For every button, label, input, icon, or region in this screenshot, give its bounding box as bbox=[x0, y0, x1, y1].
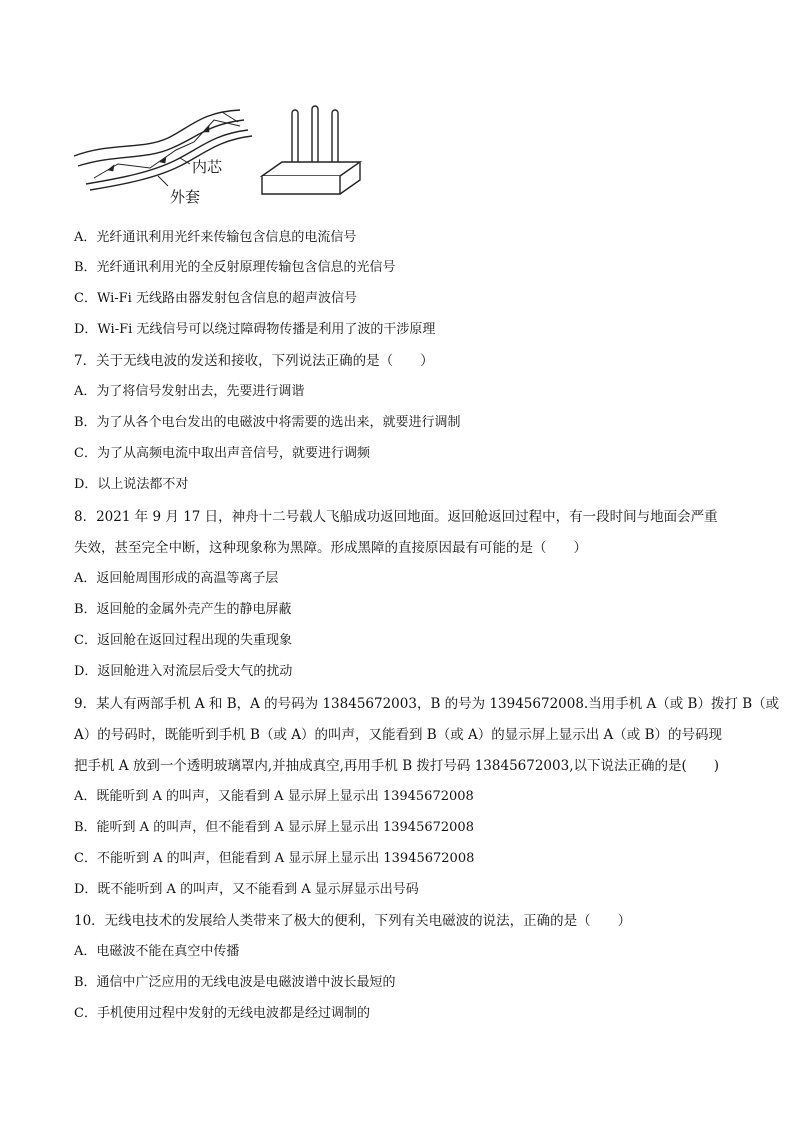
optical-fiber-drawing bbox=[74, 110, 252, 190]
cladding-label: 外套 bbox=[170, 188, 201, 206]
text-line-q7-a: A．为了将信号发射出去，先要进行调谐 bbox=[74, 384, 305, 399]
text-line-q8-l1: 8．2021 年 9 月 17 日，神舟十二号载人飞船成功返回地面。返回舱返回过程中，有一段时间与地面会严重 bbox=[74, 509, 718, 525]
text-line-q9-c: C．不能听到 A 的叫声，但能看到 A 显示屏上显示出 13945672008 bbox=[74, 851, 475, 866]
text-line-q9-l3: 把手机 A 放到一个透明玻璃罩内,并抽成真空,再用手机 B 拨打号码 13845672003,以下说法正确的是( ) bbox=[74, 758, 720, 774]
text-line-q7-b: B．为了从各个电台发出的电磁波中将需要的选出来，就要进行调制 bbox=[74, 415, 461, 430]
text-line-q7-c: C．为了从高频电流中取出声音信号，就要进行调频 bbox=[74, 446, 370, 461]
text-line-q9-l1: 9．某人有两部手机 A 和 B，A 的号码为 13845672003，B 的号为 13945672008.当用手机 A（或 B）拨打 B（或 bbox=[74, 696, 780, 712]
text-line-q6-c: C．Wi-Fi 无线路由器发射包含信息的超声波信号 bbox=[74, 291, 357, 306]
text-line-q6-d: D．Wi-Fi 无线信号可以绕过障碍物传播是利用了波的干涉原理 bbox=[74, 322, 436, 337]
text-line-q7-d: D．以上说法都不对 bbox=[74, 477, 189, 492]
text-line-q9-a: A．既能听到 A 的叫声，又能看到 A 显示屏上显示出 13945672008 bbox=[74, 789, 474, 804]
text-line-q6-a: A．光纤通讯利用光纤来传输包含信息的电流信号 bbox=[74, 230, 357, 245]
text-line-q8-c: C．返回舱在返回过程出现的失重现象 bbox=[74, 633, 292, 648]
text-line-q9-d: D．既不能听到 A 的叫声，又不能看到 A 显示屏显示出号码 bbox=[74, 882, 419, 897]
text-line-q6-b: B．光纤通讯利用光的全反射原理传输包含信息的光信号 bbox=[74, 260, 396, 275]
text-line-q8-d: D．返回舱进入对流层后受大气的扰动 bbox=[74, 664, 293, 679]
text-line-q9-b: B．能听到 A 的叫声，但不能看到 A 显示屏上显示出 13945672008 bbox=[74, 820, 474, 835]
fiber-router-figure bbox=[72, 98, 372, 216]
text-line-q10-a: A．电磁波不能在真空中传播 bbox=[74, 944, 240, 959]
core-label: 内芯 bbox=[192, 158, 223, 176]
text-line-q10-b: B．通信中广泛应用的无线电波是电磁波谱中波长最短的 bbox=[74, 975, 396, 990]
text-line-q10-c: C．手机使用过程中发射的无线电波都是经过调制的 bbox=[74, 1006, 370, 1021]
text-line-q7: 7．关于无线电波的发送和接收，下列说法正确的是（ ） bbox=[74, 353, 434, 369]
text-line-q9-l2: A）的号码时，既能听到手机 B（或 A）的叫声，又能看到 B（或 A）的显示屏上显示出 A（或 B）的号码现 bbox=[74, 727, 723, 743]
text-line-q8-a: A．返回舱周围形成的高温等离子层 bbox=[74, 571, 279, 586]
text-line-q8-b: B．返回舱的金属外壳产生的静电屏蔽 bbox=[74, 602, 292, 617]
text-line-q8-l2: 失效，甚至完全中断，这种现象称为黑障。形成黑障的直接原因最有可能的是（ ） bbox=[74, 540, 587, 556]
wifi-router-drawing bbox=[262, 106, 360, 194]
text-line-q10: 10．无线电技术的发展给人类带来了极大的便利，下列有关电磁波的说法，正确的是（ ） bbox=[74, 913, 632, 929]
